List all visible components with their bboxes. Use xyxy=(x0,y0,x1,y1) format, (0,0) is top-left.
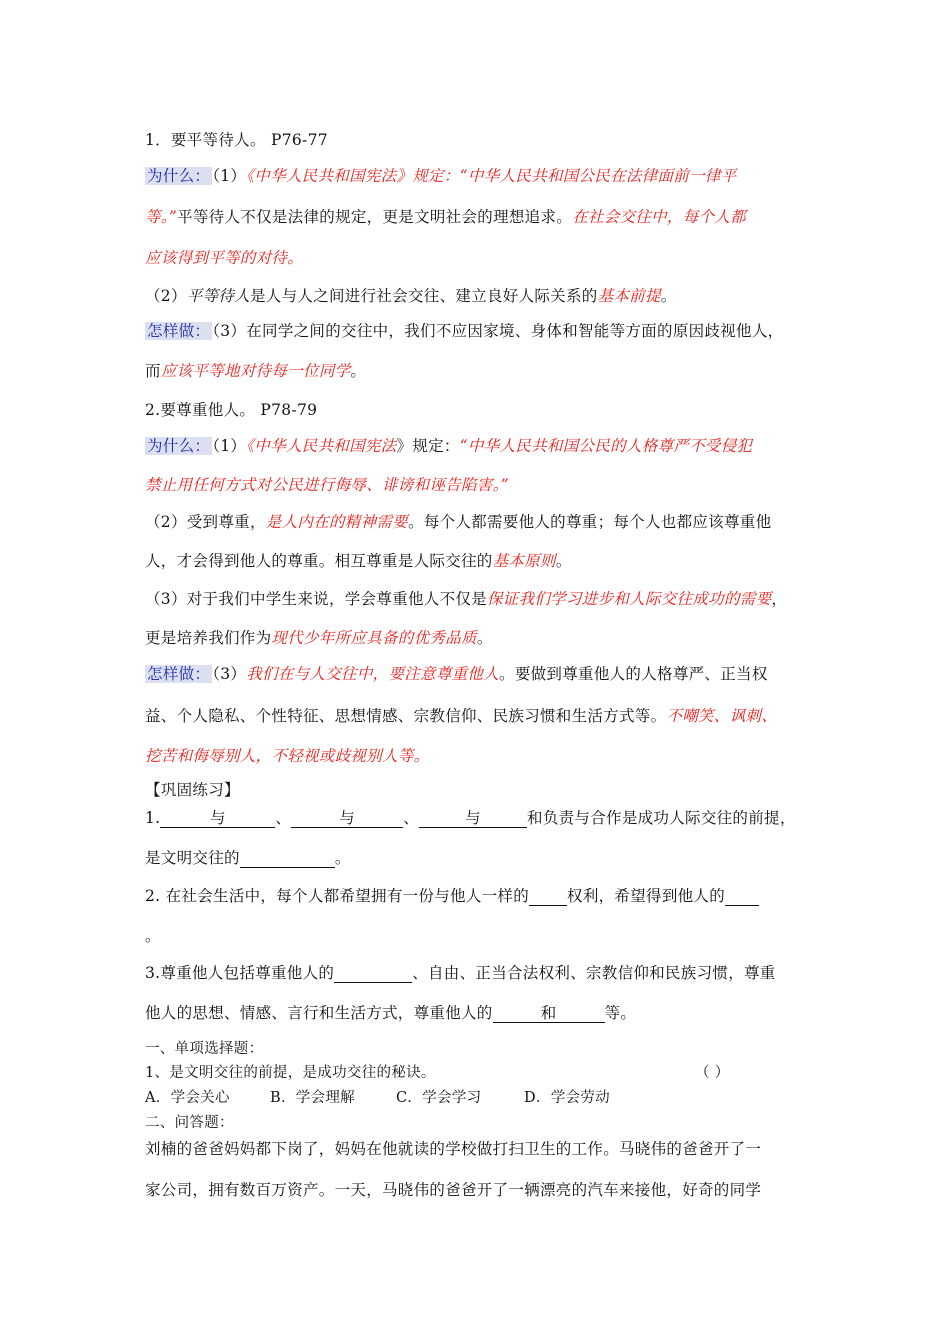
choice-title: 一、单项选择题： xyxy=(145,1041,264,1057)
red-text: “中华人民共和国公民的人格尊严不受侵犯 xyxy=(459,437,753,455)
s2-how-line-3: 挖苦和侮辱别人，不轻视或歧视别人等。 xyxy=(145,747,430,765)
blank[interactable]: 和 xyxy=(493,1005,605,1023)
text: （3）对于我们中学生来说，学会尊重他人不仅是 xyxy=(145,590,487,608)
choice-options xyxy=(145,1086,610,1107)
option-d[interactable]: D．学会劳动 xyxy=(524,1090,610,1106)
text: （3）在同学之间的交往中，我们不应因家境、身体和智能等方面的原因歧视他人， xyxy=(212,322,784,340)
blank[interactable] xyxy=(529,888,567,906)
text: 等。 xyxy=(604,1004,637,1022)
how-tag: 怎样做： xyxy=(147,665,211,683)
text: 他人的思想、情感、言行和生活方式，尊重他人的 xyxy=(145,1004,493,1022)
text: 更是培养我们作为 xyxy=(145,629,272,647)
blank[interactable]: 与 xyxy=(291,810,403,828)
text: 3.尊重他人包括尊重他人的 xyxy=(145,964,335,982)
practice-q2-line-2: 。 xyxy=(145,927,161,945)
red-text: 应该平等地对待每一位同学 xyxy=(160,362,351,380)
text: 。 xyxy=(350,362,367,380)
text: 2. 在社会生活中，每个人都希望拥有一份与他人一样的 xyxy=(145,887,530,905)
how-tag: 怎样做： xyxy=(147,322,211,340)
red-text: 保证我们学习进步和人际交往成功的需要 xyxy=(486,590,772,608)
text: （1） xyxy=(212,437,247,455)
red-text: 是人内在的精神需要 xyxy=(265,513,408,531)
why-tag: 为什么： xyxy=(147,167,211,185)
blank[interactable] xyxy=(240,850,335,868)
s2-how-line-2 xyxy=(145,704,777,726)
text: 和负责与合作是成功人际交往的前提， xyxy=(527,809,796,827)
red-text: 在社会交往中，每个人都 xyxy=(572,208,746,226)
qa-line-1: 刘楠的爸爸妈妈都下岗了，妈妈在他就读的学校做打扫卫生的工作。马晓伟的爸爸开了一 xyxy=(145,1140,762,1158)
s1-why-line-2 xyxy=(145,205,746,227)
blank[interactable] xyxy=(334,965,412,983)
why-tag: 为什么： xyxy=(147,437,211,455)
blank[interactable] xyxy=(725,888,759,906)
section-1-heading: 1．要平等待人。 P76-77 xyxy=(145,131,328,149)
s1-line-4 xyxy=(145,284,677,306)
text: 、 xyxy=(275,809,292,827)
choice-question: 1、是文明交往的前提，是成功交往的秘诀。 xyxy=(145,1065,436,1081)
s1-how-line-1 xyxy=(145,319,783,341)
practice-q2 xyxy=(145,884,759,906)
text: 而 xyxy=(145,362,161,380)
text: 。每个人都需要他人的尊重；每个人也都应该尊重他 xyxy=(407,513,772,531)
text: 权利，希望得到他人的 xyxy=(567,887,726,905)
qa-title: 二、问答题： xyxy=(145,1115,234,1131)
text: 人，才会得到他人的尊重。相互尊重是人际交往的 xyxy=(145,552,493,570)
option-a[interactable]: A．学会关心 xyxy=(145,1090,230,1106)
red-text: 现代少年所应具备的优秀品质 xyxy=(271,629,477,647)
text: （1） xyxy=(212,167,247,185)
s2-why-line-1 xyxy=(145,434,752,456)
red-text: 不嘲笑、讽刺、 xyxy=(666,707,778,725)
text: 。 xyxy=(334,849,351,867)
text: 平等待人不仅是法律的规定，更是文明社会的理想追求。 xyxy=(177,208,573,226)
red-text: 宪法 xyxy=(364,437,397,455)
s2-why-line-2: 禁止用任何方式对公民进行侮辱、诽谤和诬告陷害。” xyxy=(145,476,509,494)
blank[interactable]: 与 xyxy=(160,810,275,828)
choice-answer-paren[interactable]: （ ） xyxy=(695,1065,730,1081)
text: 》规定： xyxy=(396,437,460,455)
practice-q1 xyxy=(145,806,796,828)
s2-line-6 xyxy=(145,626,493,648)
text: 。 xyxy=(660,287,677,305)
qa-line-2: 家公司，拥有数百万资产。一天，马晓伟的爸爸开了一辆漂亮的汽车来接他，好奇的同学 xyxy=(145,1181,762,1199)
practice-q3-line-2 xyxy=(145,1001,636,1023)
text: 。 xyxy=(476,629,493,647)
option-b[interactable]: B．学会理解 xyxy=(270,1090,355,1106)
practice-title: 【巩固练习】 xyxy=(145,781,240,799)
text: 、自由、正当合法权利、宗教信仰和民族习惯，尊重 xyxy=(412,964,776,982)
text: （3） xyxy=(212,665,247,683)
s2-line-5 xyxy=(145,587,787,609)
red-text: 基本前提 xyxy=(597,287,661,305)
s2-line-3 xyxy=(145,510,771,532)
s2-line-4 xyxy=(145,549,572,571)
text: 、 xyxy=(403,809,420,827)
red-text: “中华人民共和国公民在法律面前一律平 xyxy=(459,167,737,185)
text: 益、个人隐私、个性特征、思想情感、宗教信仰、民族习惯和生活方式等。 xyxy=(145,707,667,725)
text: （2）受到尊重， xyxy=(145,513,266,531)
red-text: 等。” xyxy=(145,208,178,226)
section-2-heading: 2.要尊重他人。 P78-79 xyxy=(145,401,318,419)
text: （2） xyxy=(145,287,187,305)
red-text: 》规定： xyxy=(396,167,460,185)
red-text: 《中华人民共和国 xyxy=(246,167,365,185)
s1-why-line-3: 应该得到平等的对待。 xyxy=(145,249,304,267)
red-text: 基本原则 xyxy=(492,552,556,570)
s1-how-line-2 xyxy=(145,359,366,381)
practice-q1-line-2 xyxy=(145,846,351,868)
s2-how-line-1 xyxy=(145,662,768,684)
red-text: 我们在与人交往中，要注意尊重他人 xyxy=(246,665,500,683)
text: 1. xyxy=(145,809,161,827)
text: 。要做到尊重他人的人格尊严、正当权 xyxy=(499,665,768,683)
text: 是人与人之间进行社会交往、建立良好人际关系的 xyxy=(249,287,598,305)
text: ， xyxy=(771,590,788,608)
practice-q3 xyxy=(145,961,776,983)
text: 是文明交往的 xyxy=(145,849,240,867)
blank[interactable]: 与 xyxy=(419,810,527,828)
red-text: 宪法 xyxy=(364,167,397,185)
italic-text: 平等待人 xyxy=(186,287,250,305)
s1-why-line-1 xyxy=(145,164,737,186)
option-c[interactable]: C．学会学习 xyxy=(396,1090,482,1106)
text: 。 xyxy=(555,552,572,570)
red-text: 《中华人民共和国 xyxy=(246,437,365,455)
